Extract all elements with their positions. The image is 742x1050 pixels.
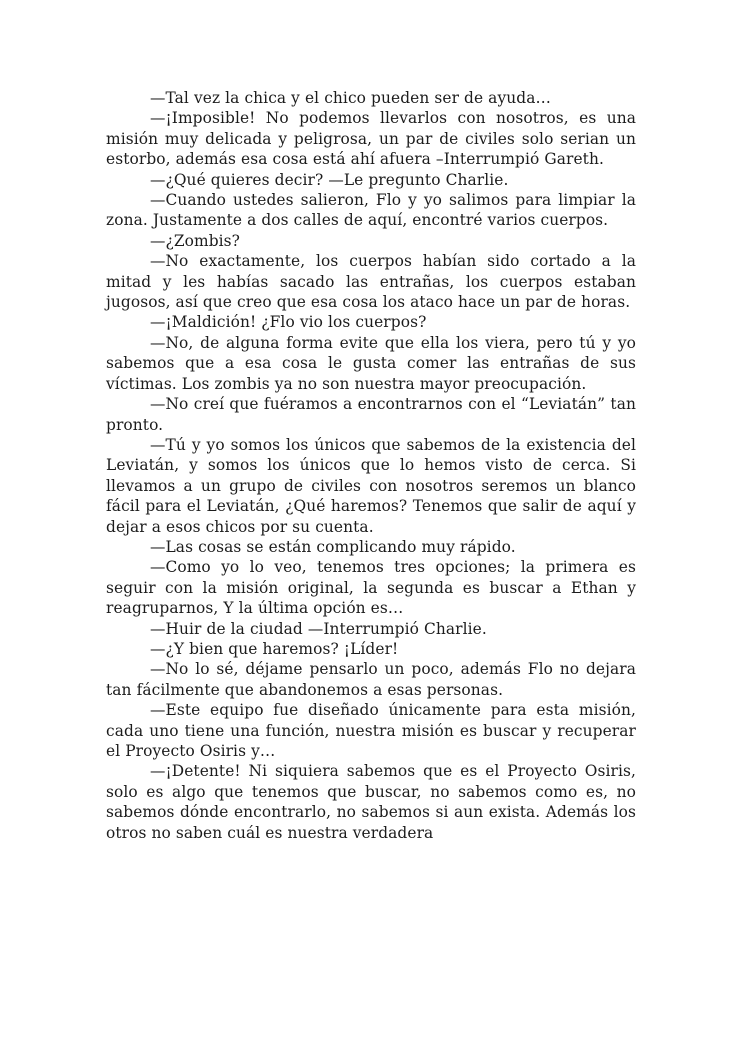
paragraph: —Tú y yo somos los únicos que sabemos de la existencia del Leviatán, y somos los únicos que lo hemos visto de cerca. Si llevamos a un grupo de civiles con nosotros seremos un blanco fácil para el Leviatán, ¿Qué haremos? Tenemos que salir de aquí y dejar a esos chicos por su cuenta. (106, 435, 636, 536)
paragraph: —Huir de la ciudad —Interrumpió Charlie. (150, 619, 487, 638)
paragraph: —¿Zombis? (150, 231, 241, 250)
paragraph: —¿Qué quieres decir? —Le pregunto Charlie. (150, 170, 509, 189)
paragraph: —¡Maldición! ¿Flo vio los cuerpos? (150, 313, 427, 332)
paragraph: —Tal vez la chica y el chico pueden ser de ayuda… (150, 89, 551, 107)
paragraph: —Las cosas se están complicando muy rápido. (150, 537, 516, 556)
paragraph: —No exactamente, los cuerpos habían sido cortado a la mitad y les habías sacado las entrañas, los cuerpos estaban jugosos, así que creo que esa cosa los ataco hace un par de horas. (106, 252, 636, 312)
paragraph: —¡Imposible! No podemos llevarlos con nosotros, es una misión muy delicada y peligrosa, un par de civiles solo serian un estorbo, además esa cosa está ahí afuera –Interrumpió Gareth. (106, 109, 636, 169)
paragraph: —Como yo lo veo, tenemos tres opciones; la primera es seguir con la misión original, la segunda es buscar a Ethan y reagruparnos, Y la última opción es… (106, 558, 636, 618)
paragraph: —No creí que fuéramos a encontrarnos con el “Leviatán” tan pronto. (106, 395, 636, 434)
paragraph: —Este equipo fue diseñado únicamente para esta misión, cada uno tiene una función, nuestra misión es buscar y recuperar el Proyecto Osiris y… (106, 701, 636, 760)
paragraph: —Cuando ustedes salieron, Flo y yo salimos para limpiar la zona. Justamente a dos calles de aquí, encontré varios cuerpos. (106, 191, 636, 230)
paragraph: —No lo sé, déjame pensarlo un poco, además Flo no dejara tan fácilmente que abandonemos a esas personas. (106, 660, 636, 699)
paragraph: —¡Detente! Ni siquiera sabemos que es el Proyecto Osiris, solo es algo que tenemos que buscar, no sabemos como es, no sabemos dónde encontrarlo, no sabemos si aun exista. Además los otros no saben cuál es nuestra verdadera (106, 762, 636, 842)
paragraph: —No, de alguna forma evite que ella los viera, pero tú y yo sabemos que a esa cosa le gusta comer las entrañas de sus víctimas. Los zombis ya no son nuestra mayor preocupación. (106, 333, 636, 393)
paragraph: —¿Y bien que haremos? ¡Líder! (150, 639, 399, 658)
